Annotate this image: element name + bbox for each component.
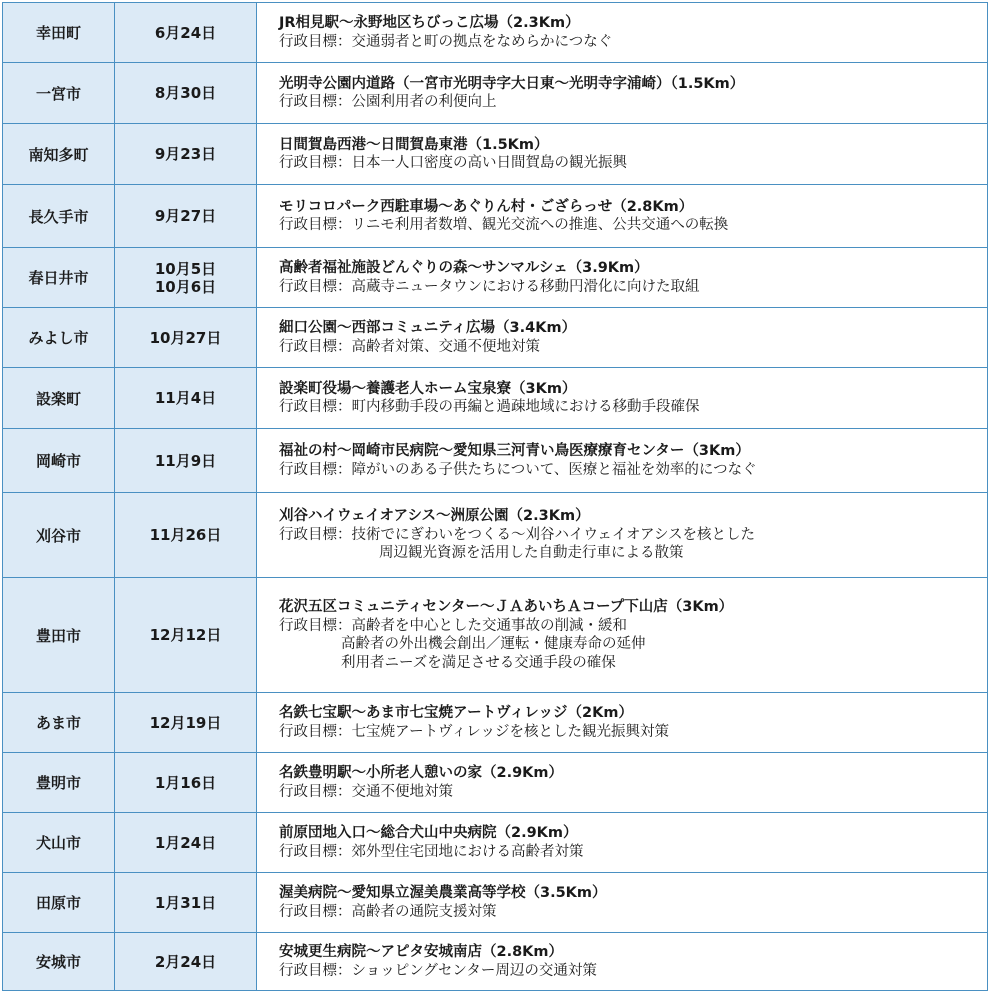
goal-text: 日本一人口密度の高い日間賀島の観光振興 <box>351 155 627 171</box>
goal-label: 行政目標： <box>279 338 352 355</box>
detail-cell <box>257 873 988 933</box>
city-cell: みよし市 <box>3 308 115 368</box>
goal-line <box>279 617 987 636</box>
date-cell <box>115 873 257 933</box>
date-cell <box>115 578 257 693</box>
date-text: 1月24日 <box>154 833 217 852</box>
city-cell: 長久手市 <box>3 185 115 248</box>
table-row <box>3 3 988 63</box>
date-text: 12月12日 <box>149 626 222 644</box>
table-row <box>3 693 988 753</box>
goal-line <box>279 216 987 235</box>
goal-line <box>279 903 987 922</box>
goal-text: リニモ利用者数増、観光交流への推進、公共交通への転換 <box>351 217 729 233</box>
detail-cell <box>257 493 988 578</box>
table-row <box>3 185 988 248</box>
table-row <box>3 429 988 493</box>
goal-line <box>279 723 987 742</box>
date-cell <box>115 308 257 368</box>
table-row <box>3 753 988 813</box>
date-cell <box>115 753 257 813</box>
goal-text: 高齢者を中心とした交通事故の削減・緩和 <box>351 617 627 634</box>
city-cell: 犬山市 <box>3 813 115 873</box>
goal-line <box>279 93 987 112</box>
detail-cell <box>257 248 988 308</box>
table-row <box>3 813 988 873</box>
city-cell: 岡崎市 <box>3 429 115 493</box>
route-text: 安城更生病院～アピタ安城南店（2.8Km） <box>279 944 564 960</box>
goal-line <box>279 461 987 480</box>
table-row <box>3 873 988 933</box>
table-row <box>3 248 988 308</box>
date-cell <box>115 368 257 429</box>
detail-cell <box>257 933 988 991</box>
goal-text: 高齢者対策、交通不便地対策 <box>351 338 540 355</box>
route-text: 光明寺公園内道路（一宮市光明寺字大日東～光明寺字浦崎）（1.5Km） <box>279 75 745 92</box>
detail-cell <box>257 693 988 753</box>
date-cell <box>115 813 257 873</box>
date-cell <box>115 63 257 124</box>
table-row <box>3 308 988 368</box>
goal-text: 町内移動手段の再編と過疎地域における移動手段確保 <box>351 399 700 415</box>
goal-label: 行政目標： <box>279 155 352 171</box>
detail-cell <box>257 813 988 873</box>
table-row <box>3 63 988 124</box>
city-cell: 設楽町 <box>3 368 115 429</box>
city-cell: あま市 <box>3 693 115 753</box>
city-cell: 幸田町 <box>3 3 115 63</box>
goal-line <box>279 783 987 802</box>
table-row <box>3 124 988 185</box>
goal-label: 行政目標： <box>279 843 352 860</box>
goal-line <box>279 33 987 52</box>
city-cell: 田原市 <box>3 873 115 933</box>
route-text: 設楽町役場～養護老人ホーム宝泉寮（3Km） <box>279 380 577 397</box>
detail-cell <box>257 753 988 813</box>
goal-label: 行政目標： <box>279 783 352 800</box>
goal-label: 行政目標： <box>279 399 352 415</box>
date-text: 9月23日 <box>154 145 217 163</box>
goal-line <box>279 338 987 357</box>
detail-cell <box>257 185 988 248</box>
city-cell: 豊田市 <box>3 578 115 693</box>
date-cell <box>115 185 257 248</box>
date-text: 11月4日 <box>154 389 217 407</box>
route-text: 日間賀島西港～日間賀島東港（1.5Km） <box>279 136 549 153</box>
date-cell <box>115 493 257 578</box>
date-cell <box>115 124 257 185</box>
goal-text: 郊外型住宅団地における高齢者対策 <box>351 843 584 860</box>
date-cell <box>115 693 257 753</box>
goal-label: 行政目標： <box>279 723 352 740</box>
goal-text: 障がいのある子供たちについて、医療と福祉を効率的につなぐ <box>351 461 757 478</box>
date-text: 11月26日 <box>149 526 222 544</box>
table-row <box>3 578 988 693</box>
goal-text: 利用者ニーズを満足させる交通手段の確保 <box>341 654 616 671</box>
route-text: モリコロパーク西駐車場～あぐりん村・ござらっせ（2.8Km） <box>279 198 694 215</box>
table-row <box>3 933 988 991</box>
goal-text: 高齢者の外出機会創出／運転・健康寿命の延伸 <box>341 636 646 652</box>
goal-line <box>279 278 987 297</box>
goal-label: 行政目標： <box>279 461 352 478</box>
route-text: 名鉄豊明駅～小所老人憩いの家（2.9Km） <box>279 765 564 781</box>
city-cell: 南知多町 <box>3 124 115 185</box>
date-cell <box>115 429 257 493</box>
goal-label: 行政目標： <box>279 903 352 920</box>
detail-cell <box>257 578 988 693</box>
date-text: 2月24日 <box>154 952 217 971</box>
city-cell: 一宮市 <box>3 63 115 124</box>
route-text: 名鉄七宝駅～あま市七宝焼アートヴィレッジ（2Km） <box>279 705 633 721</box>
goal-line <box>279 398 987 417</box>
goal-label: 行政目標： <box>279 94 352 110</box>
route-text: 刈谷ハイウェイオアシス～洲原公園（2.3Km） <box>279 508 590 525</box>
detail-cell <box>257 368 988 429</box>
route-text: 花沢五区コミュニティセンター～ＪＡあいちＡコープ下山店（3Km） <box>279 599 734 615</box>
table-row <box>3 493 988 578</box>
date-text: 6月24日 <box>154 23 217 42</box>
goal-text: 交通不便地対策 <box>351 783 453 800</box>
date-text: 1月16日 <box>154 773 217 792</box>
goal-text: 交通弱者と町の拠点をなめらかにつなぐ <box>351 33 613 50</box>
date-text: 10月27日 <box>149 328 222 347</box>
goal-line <box>279 526 987 545</box>
goal-text: 高蔵寺ニュータウンにおける移動円滑化に向けた取組 <box>351 278 700 295</box>
city-cell: 春日井市 <box>3 248 115 308</box>
route-text: 渥美病院～愛知県立渥美農業高等学校（3.5Km） <box>279 885 607 901</box>
goal-label: 行政目標： <box>279 617 352 634</box>
date-cell <box>115 248 257 308</box>
trial-schedule-table <box>2 2 988 991</box>
detail-cell <box>257 124 988 185</box>
date-text: 1月31日 <box>154 893 217 912</box>
goal-text: 技術でにぎわいをつくる～刈谷ハイウェイオアシスを核とした <box>351 526 756 543</box>
date-cell <box>115 933 257 991</box>
goal-text: ショッピングセンター周辺の交通対策 <box>351 962 597 979</box>
goal-text: 七宝焼アートヴィレッジを核とした観光振興対策 <box>351 723 670 740</box>
route-text: JR相見駅～永野地区ちびっこ広場（2.3Km） <box>279 15 580 31</box>
goal-label: 行政目標： <box>279 33 352 50</box>
route-text: 細口公園～西部コミュニティ広場（3.4Km） <box>279 320 577 336</box>
goal-text: 高齢者の通院支援対策 <box>351 903 497 920</box>
goal-label: 行政目標： <box>279 526 352 543</box>
detail-cell <box>257 308 988 368</box>
goal-text: 周辺観光資源を活用した自動走行車による散策 <box>379 545 684 562</box>
table-row <box>3 368 988 429</box>
city-cell: 豊明市 <box>3 753 115 813</box>
route-text: 前原団地入口～総合犬山中央病院（2.9Km） <box>279 825 578 841</box>
date-text: 8月30日 <box>154 84 217 102</box>
goal-label: 行政目標： <box>279 278 352 295</box>
goal-label: 行政目標： <box>279 217 352 233</box>
detail-cell <box>257 3 988 63</box>
goal-label: 行政目標： <box>279 962 352 979</box>
date-text: 9月27日 <box>154 207 217 225</box>
date-text: 11月9日 <box>154 451 217 470</box>
goal-text: 公園利用者の利便向上 <box>351 94 497 110</box>
city-cell: 安城市 <box>3 933 115 991</box>
detail-cell <box>257 429 988 493</box>
date-text: 10月5日 <box>154 259 217 278</box>
detail-cell <box>257 63 988 124</box>
route-text: 高齢者福祉施設どんぐりの森～サンマルシェ（3.9Km） <box>279 260 649 276</box>
route-text: 福祉の村～岡崎市民病院～愛知県三河青い鳥医療療育センター（3Km） <box>279 443 750 459</box>
goal-line <box>279 843 987 862</box>
goal-line <box>279 154 987 173</box>
date-cell <box>115 3 257 63</box>
goal-line <box>279 962 987 981</box>
date-text: 10月6日 <box>154 277 217 296</box>
date-text: 12月19日 <box>149 713 222 732</box>
city-cell: 刈谷市 <box>3 493 115 578</box>
